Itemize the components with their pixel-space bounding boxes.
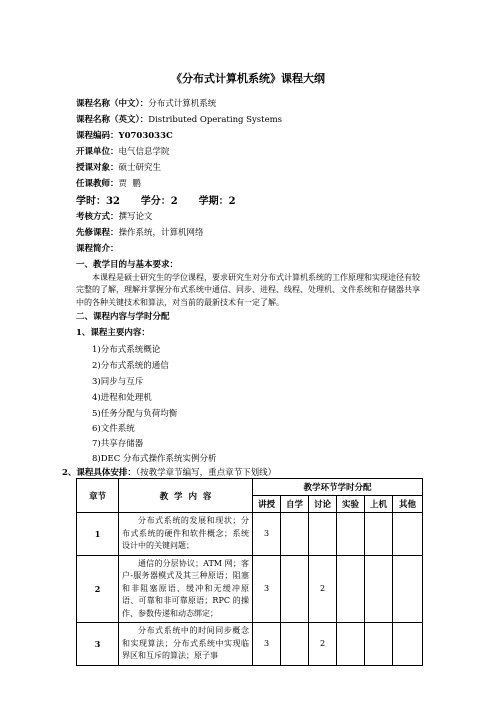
content-item: 6)文件系统 — [92, 424, 135, 434]
section2-heading: 二、课程内容与学时分配 — [76, 312, 170, 322]
course-exam — [76, 210, 153, 222]
table-row — [77, 555, 423, 623]
header-content: 教 学 内 容 — [119, 479, 253, 513]
course-name-cn — [76, 97, 216, 109]
course-teacher — [76, 177, 141, 189]
content-item: 7)共享存储器 — [92, 439, 144, 449]
row-hours-experiment — [337, 513, 365, 556]
course-prereq-label: 先修课程： — [76, 228, 119, 238]
row-hours-lecture: 3 — [253, 623, 281, 666]
course-unit — [76, 145, 170, 157]
row-content: 分布式系统的发展和现状；分布式系统的硬件和软件概念；系统设计中的关键问题； — [119, 513, 253, 556]
section1-heading: 一、教学目的与基本要求： — [76, 260, 179, 270]
document-title: 《分布式计算机系统》课程大纲 — [171, 72, 325, 85]
subheader-self-study: 自学 — [281, 496, 309, 513]
course-code-value: Y0703033C — [118, 131, 173, 141]
course-code — [76, 129, 173, 141]
content-item: 1)分布式系统概论 — [92, 345, 161, 355]
content-item: 8)DEC 分布式操作系统实例分析 — [92, 454, 217, 464]
subheader-other: 其他 — [393, 496, 423, 513]
content-item: 3)同步与互斥 — [92, 377, 144, 387]
row-hours-self-study — [281, 623, 309, 666]
course-name-en-value: Distributed Operating Systems — [148, 115, 283, 125]
row-chapter: 2 — [77, 555, 119, 623]
header-chapter: 章节 — [77, 479, 119, 513]
subheader-computer: 上机 — [365, 496, 393, 513]
table-row — [77, 513, 423, 556]
course-unit-value: 电气信息学院 — [118, 147, 170, 157]
row-hours-computer — [365, 555, 393, 623]
row-chapter: 3 — [77, 623, 119, 666]
section2-sub1: 1、课程主要内容： — [76, 328, 150, 338]
course-teacher-value: 贾 鹏 — [118, 179, 141, 189]
course-unit-label: 开课单位： — [76, 147, 119, 157]
section1-body: 本课程是硕士研究生的学位课程，要求研究生对分布式计算机系统的工作原理和实现途径有较完整的了解，理解并掌握分布式系统中通信、同步、进程、线程、处理机、文件系统和存储器共享中的各种关键技术和算法，对当前的最新技术有一定了解。 — [76, 273, 420, 307]
course-teacher-label: 任课教师： — [76, 179, 119, 189]
course-intro-label: 课程简介： — [76, 244, 119, 254]
table-row — [77, 623, 423, 666]
course-code-label: 课程编码： — [76, 131, 119, 141]
row-hours-other — [393, 555, 423, 623]
course-name-cn-label: 课程名称（中文）： — [76, 99, 149, 109]
row-hours-self-study — [281, 555, 309, 623]
section2-sub2 — [62, 466, 276, 478]
row-hours-discussion: 2 — [309, 555, 337, 623]
row-hours-discussion: 2 — [309, 623, 337, 666]
row-content: 分布式系统中的时间同步概念和实现算法；分布式系统中实现临界区和互斥的算法；原子事 — [119, 623, 253, 666]
subheader-experiment: 实验 — [337, 496, 365, 513]
content-item: 5)任务分配与负荷均衡 — [92, 409, 178, 419]
course-name-en — [76, 113, 282, 125]
row-hours-computer — [365, 623, 393, 666]
row-chapter: 1 — [77, 513, 119, 556]
row-hours-experiment — [337, 623, 365, 666]
header-hours: 教学环节学时分配 — [253, 479, 423, 496]
course-target-value: 硕士研究生 — [118, 163, 162, 173]
course-prereq-value: 操作系统，计算机网络 — [118, 228, 204, 238]
row-hours-lecture: 3 — [253, 513, 281, 556]
section2-sub2-label: 2、课程具体安排： — [62, 468, 136, 478]
row-hours-discussion — [309, 513, 337, 556]
subheader-discussion: 讨论 — [309, 496, 337, 513]
table-header-row — [77, 479, 423, 496]
course-name-cn-value: 分布式计算机系统 — [148, 99, 217, 109]
course-prereq — [76, 226, 204, 238]
hours-credits-semester: 学时：32 学分：2 学期：2 — [76, 196, 236, 207]
content-item: 4)进程和处理机 — [92, 393, 152, 403]
course-target — [76, 161, 161, 173]
schedule-table — [76, 478, 423, 666]
row-hours-other — [393, 513, 423, 556]
row-hours-other — [393, 623, 423, 666]
course-target-label: 授课对象： — [76, 163, 119, 173]
row-hours-experiment — [337, 555, 365, 623]
course-exam-label: 考核方式： — [76, 212, 119, 222]
course-exam-value: 撰写论文 — [118, 212, 153, 222]
row-hours-self-study — [281, 513, 309, 556]
course-name-en-label: 课程名称（英文）： — [76, 115, 149, 125]
subheader-lecture: 讲授 — [253, 496, 281, 513]
row-hours-computer — [365, 513, 393, 556]
row-content: 通信的分层协议；ATM 网；客户-服务器模式及其三种原语；阻塞和非阻塞原语、缓冲和无缓冲原语、可靠和非可靠原语；RPC 的操作、参数传递和动态绑定； — [119, 555, 253, 623]
row-hours-lecture: 3 — [253, 555, 281, 623]
content-item: 2)分布式系统的通信 — [92, 361, 169, 371]
section2-sub2-note: （按教学章节编写，重点章节下划线） — [135, 468, 277, 478]
